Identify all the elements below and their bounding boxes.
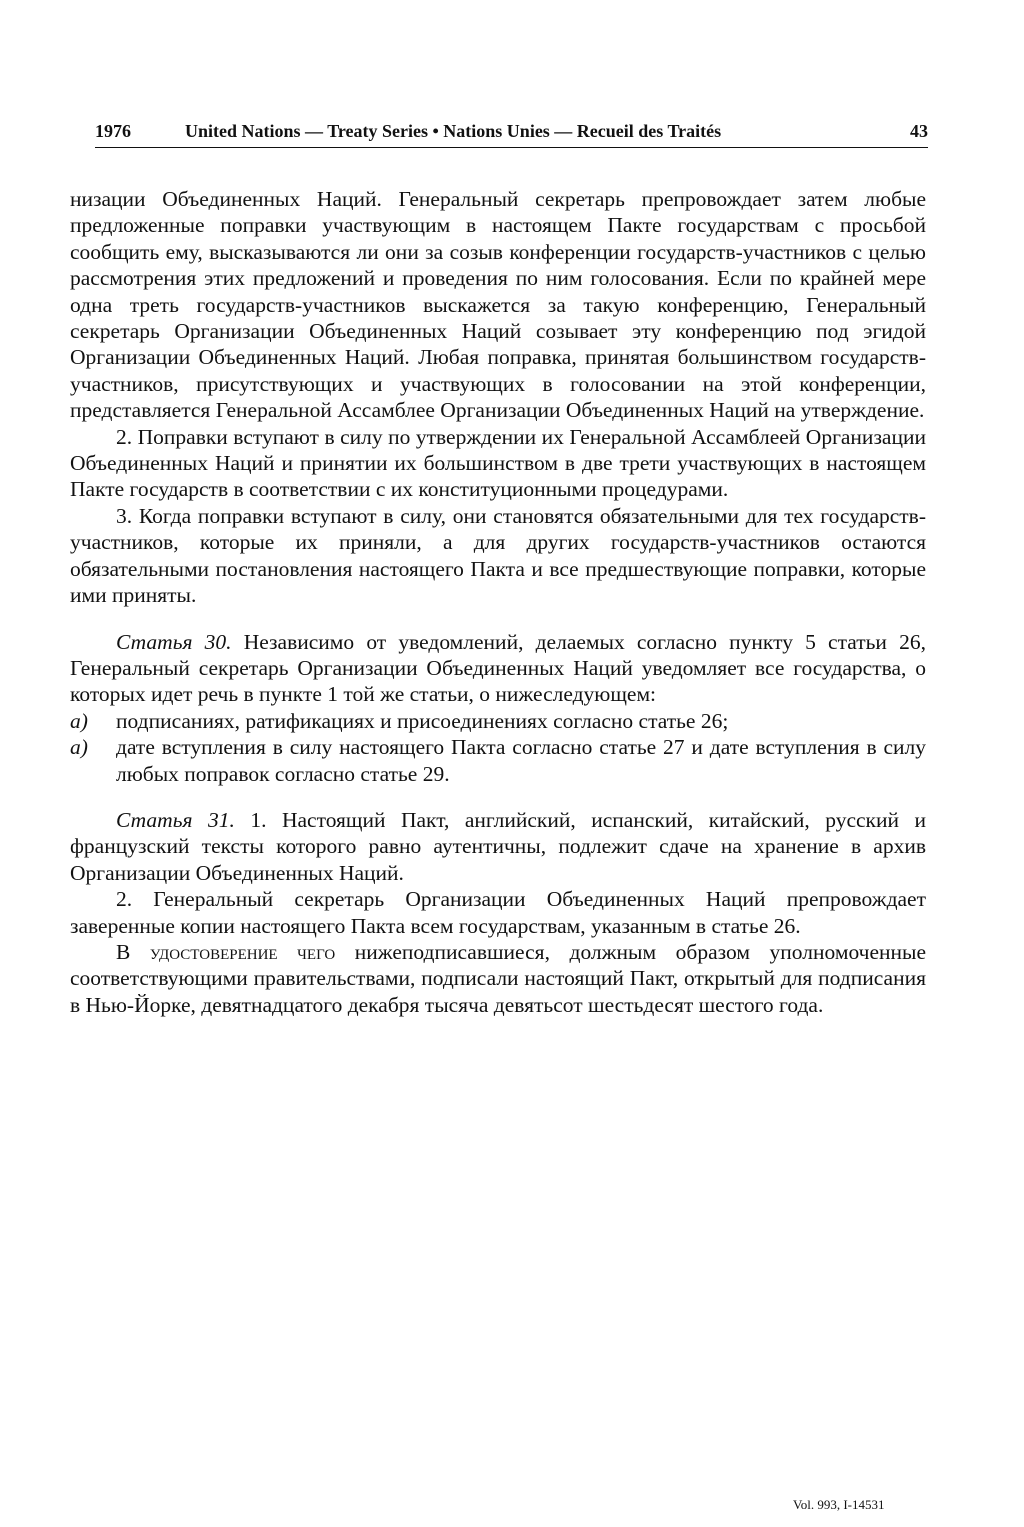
list-item — [70, 708, 926, 734]
witness-clause — [70, 939, 926, 1018]
article-30-label: Статья 30. — [116, 629, 232, 654]
article-31-paragraph-2: 2. Генеральный секретарь Организации Объединенных Наций препровождает заверенные копии настоящего Пакта всем государствам, указанным в статье 26. — [70, 887, 926, 938]
header-year: 1976 — [95, 121, 131, 141]
list-item-label: a) — [70, 708, 88, 733]
article-30-text: Независимо от уведомлений, делаемых согласно пункту 5 статьи 26, Генеральный секретарь Организации Объединенных Наций уведомляет все государства, о которых идет речь в пункте 1 той же статьи, о нижеследующем: — [70, 629, 926, 707]
list-item — [70, 734, 926, 787]
paragraph-continued: низации Объединенных Наций. Генеральный секретарь препровождает затем любые предложенные поправки участвующим в настоящем Пакте государствам с просьбой сообщить ему, высказываются ли они за созыв конференции государств-участников с целью рассмотрения этих предложений и проведения по ним голосования. Если по крайней мере одна треть государств-участников выскажется за такую конференцию, Генеральный секретарь Организации Объединенных Наций созывает эту конференцию под эгидой Организации Объединенных Наций. Любая поправка, принятая большинством государств-участников, присутствующих и участвующих в голосовании на этой конференции, представляется Генеральной Ассамблее Организации Объединенных Наций на утверждение. — [70, 187, 926, 423]
article-31-label: Статья 31. — [116, 807, 235, 832]
article-31-text: 1. Настоящий Пакт, английский, испанский, китайский, русский и французский тексты которого равно аутентичны, подлежит сдаче на хранение в архив Организации Объединенных Наций. — [70, 807, 926, 885]
footer-reference: Vol. 993, I-14531 — [793, 1497, 885, 1512]
list-item-text: дате вступления в силу настоящего Пакта согласно статье 27 и дате вступления в силу любых поправок согласно статье 29. — [116, 735, 926, 786]
article-31 — [70, 807, 926, 886]
article-30 — [70, 629, 926, 708]
witness-smallcaps: В удостоверение чего — [116, 939, 336, 964]
paragraph-2: 2. Поправки вступают в силу по утверждении их Генеральной Ассамблеей Организации Объединенных Наций и принятии их большинством в две трети участвующих в настоящем Пакте государств в соответствии с их конституционными процедурами. — [70, 424, 926, 502]
paragraph-3: 3. Когда поправки вступают в силу, они становятся обязательными для тех государств-участников, которые их приняли, а для других государств-участников остаются обязательными постановления настоящего Пакта и все предшествующие поправки, которые ими приняты. — [70, 503, 926, 608]
running-header — [95, 120, 928, 148]
witness-text: нижеподписавшиеся, должным образом уполномоченные соответствующими правительствами, подписали настоящий Пакт, открытый для подписания в Нью-Йорке, девятнадцатого декабря тысяча девятьсот шестьдесят шестого года. — [70, 939, 926, 1017]
header-page-number: 43 — [910, 121, 928, 141]
document-body — [70, 186, 926, 1018]
list-item-text: подписаниях, ратификациях и присоединениях согласно статье 26; — [116, 708, 729, 733]
list-item-label: a) — [70, 735, 88, 760]
header-title: United Nations — Treaty Series • Nations Unies — Recueil des Traités — [185, 121, 722, 141]
